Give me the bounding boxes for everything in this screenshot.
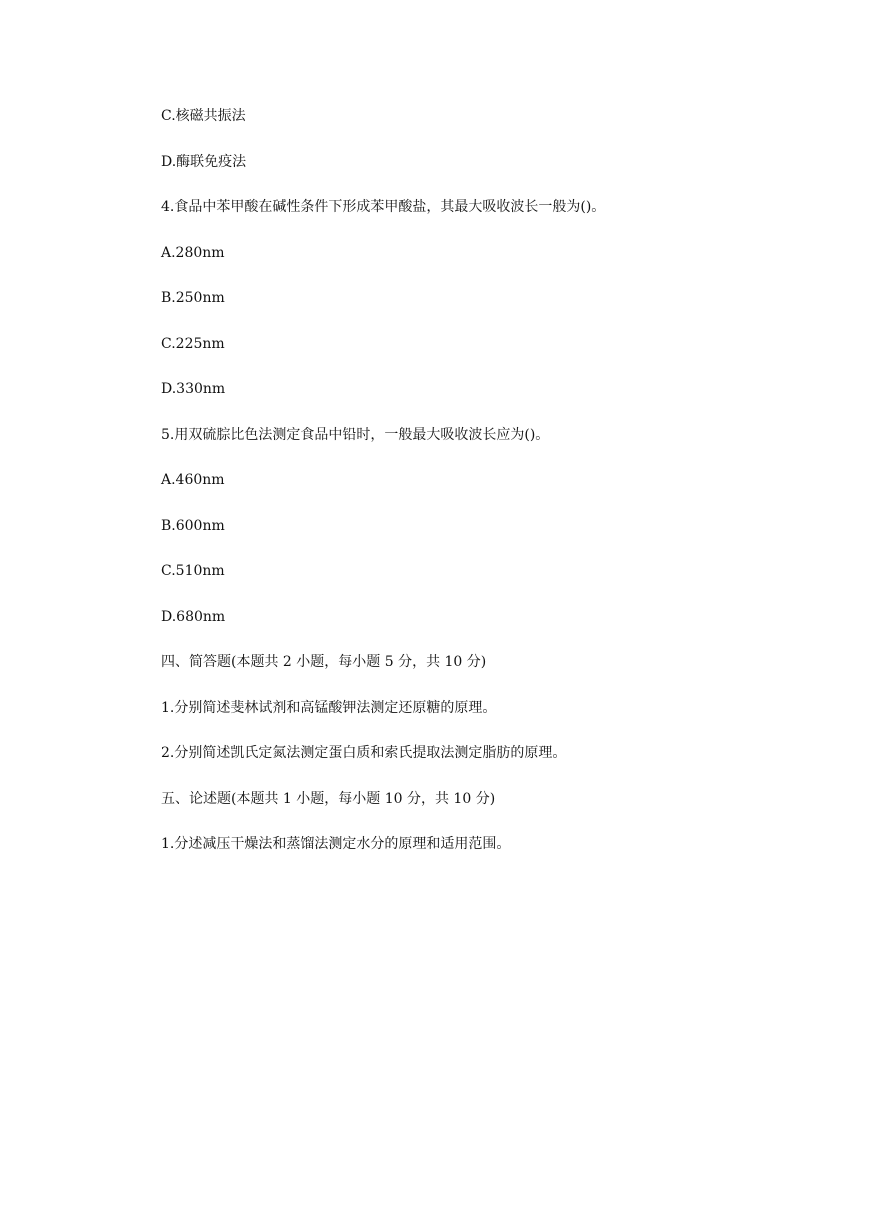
q5-option-d: D.680nm	[161, 609, 226, 625]
section-4-question-2: 2.分别简述凯氏定氮法测定蛋白质和索氏提取法测定脂肪的原理。	[161, 745, 567, 761]
q5-option-c: C.510nm	[161, 563, 225, 579]
section-5-heading: 五、论述题(本题共 1 小题，每小题 10 分，共 10 分)	[161, 791, 496, 807]
q5-stem: 5.用双硫腙比色法测定食品中铅时，一般最大吸收波长应为()。	[161, 427, 550, 443]
section-5-question-1: 1.分述减压干燥法和蒸馏法测定水分的原理和适用范围。	[161, 836, 511, 852]
q3-option-d: D.酶联免疫法	[161, 154, 247, 170]
q4-option-b: B.250nm	[161, 290, 225, 306]
q5-option-a: A.460nm	[161, 472, 225, 488]
q4-option-d: D.330nm	[161, 381, 226, 397]
section-4-question-1: 1.分别简述斐林试剂和高锰酸钾法测定还原糖的原理。	[161, 700, 497, 716]
q4-stem: 4.食品中苯甲酸在碱性条件下形成苯甲酸盐，其最大吸收波长一般为()。	[161, 199, 606, 215]
q3-option-c: C.核磁共振法	[161, 108, 246, 124]
q4-option-a: A.280nm	[161, 245, 225, 261]
section-4-heading: 四、简答题(本题共 2 小题，每小题 5 分，共 10 分)	[161, 654, 487, 670]
q4-option-c: C.225nm	[161, 336, 225, 352]
q5-option-b: B.600nm	[161, 518, 225, 534]
